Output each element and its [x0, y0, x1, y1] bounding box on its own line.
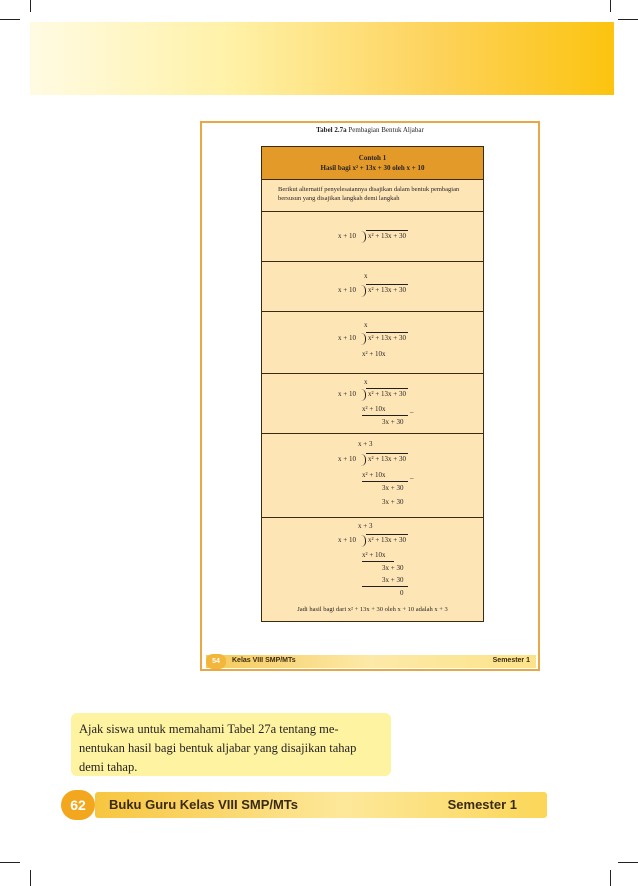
- table-conclusion: Jadi hasil bagi dari x² + 13x + 30 oleh x + 10 adalah x + 3: [262, 599, 483, 621]
- divisor: x + 10: [338, 286, 356, 294]
- embedded-semester: Semester 1: [492, 657, 530, 664]
- vinculum: [366, 230, 408, 231]
- table-intro: Berikut alternatif penyelesaiannya disajikan dalam bentuk pembagian bersusun yang disajikan langkah demi langkah: [262, 180, 483, 212]
- embedded-page-footer: [206, 655, 536, 668]
- table-header: [262, 147, 483, 180]
- remainder: 3x + 30: [382, 564, 404, 572]
- dividend: x² + 13x + 30: [368, 536, 406, 544]
- vinculum: [366, 453, 408, 454]
- subtraction-line: [362, 481, 408, 482]
- subtraction-line: [362, 586, 408, 587]
- crop-mark: [0, 19, 20, 20]
- remainder: 3x + 30: [382, 418, 404, 426]
- crop-mark: [610, 870, 611, 886]
- remainder: 3x + 30: [382, 484, 404, 492]
- table-caption-number: Tabel 2.7a: [316, 126, 347, 134]
- divisor: x + 10: [338, 334, 356, 342]
- table-caption-title: Pembagian Bentuk Aljabar: [346, 126, 424, 134]
- vinculum: [366, 534, 408, 535]
- division-step-6: [262, 518, 483, 605]
- minus-sign: –: [410, 474, 414, 482]
- division-step-4: [262, 374, 483, 434]
- divisor: x + 10: [338, 232, 356, 240]
- dividend: x² + 13x + 30: [368, 232, 406, 240]
- dividend: x² + 13x + 30: [368, 286, 406, 294]
- crop-mark: [610, 0, 611, 12]
- subtraction-line: [362, 561, 394, 562]
- subtrahend-2: 3x + 30: [382, 576, 404, 584]
- division-bracket: [361, 231, 366, 243]
- final-remainder: 0: [400, 589, 404, 597]
- crop-mark: [618, 19, 638, 20]
- dividend: x² + 13x + 30: [368, 334, 406, 342]
- embedded-page-number: 54: [206, 654, 226, 669]
- vinculum: [366, 332, 408, 333]
- division-bracket: [361, 454, 366, 466]
- division-step-3: [262, 312, 483, 374]
- crop-mark: [30, 870, 31, 886]
- division-bracket: [361, 535, 366, 547]
- subtrahend-2: 3x + 30: [382, 498, 404, 506]
- subtrahend: x² + 10x: [362, 471, 386, 479]
- divisor: x + 10: [338, 536, 356, 544]
- division-bracket: [361, 285, 366, 297]
- table-header-example: Contoh 1: [358, 154, 387, 162]
- header-band-edge: [30, 19, 614, 22]
- division-step-2: [262, 262, 483, 312]
- book-title: Buku Guru Kelas VIII SMP/MTs: [109, 797, 299, 812]
- quotient: x: [364, 321, 368, 329]
- subtrahend: x² + 10x: [362, 551, 386, 559]
- crop-mark: [618, 862, 638, 863]
- quotient: x + 3: [358, 522, 373, 530]
- crop-mark: [0, 862, 20, 863]
- page-number: 62: [61, 790, 95, 820]
- quotient: x + 3: [358, 440, 373, 448]
- quotient: x: [364, 378, 368, 386]
- teacher-note: Ajak siswa untuk memahami Tabel 27a tentang me-nentukan hasil bagi bentuk aljabar yang disajikan tahap demi tahap.: [71, 713, 391, 776]
- semester-label: Semester 1: [447, 797, 517, 812]
- minus-sign: –: [410, 408, 414, 416]
- dividend: x² + 13x + 30: [368, 455, 406, 463]
- header-band: [30, 19, 614, 95]
- vinculum: [366, 388, 408, 389]
- divisor: x + 10: [338, 390, 356, 398]
- crop-mark: [30, 0, 31, 12]
- subtrahend: x² + 10x: [362, 350, 386, 358]
- subtrahend: x² + 10x: [362, 405, 386, 413]
- division-bracket: [361, 389, 366, 401]
- division-table: [261, 146, 484, 622]
- dividend: x² + 13x + 30: [368, 390, 406, 398]
- vinculum: [366, 284, 408, 285]
- divisor: x + 10: [338, 455, 356, 463]
- table-header-problem: Hasil bagi x² + 13x + 30 oleh x + 10: [320, 164, 425, 172]
- quotient: x: [364, 272, 368, 280]
- table-caption: [200, 126, 540, 134]
- embedded-book-title: Kelas VIII SMP/MTs: [232, 657, 296, 664]
- division-step-5: [262, 434, 483, 518]
- division-step-1: [262, 212, 483, 262]
- subtraction-line: [362, 415, 408, 416]
- division-bracket: [361, 333, 366, 345]
- page-footer: [95, 792, 547, 818]
